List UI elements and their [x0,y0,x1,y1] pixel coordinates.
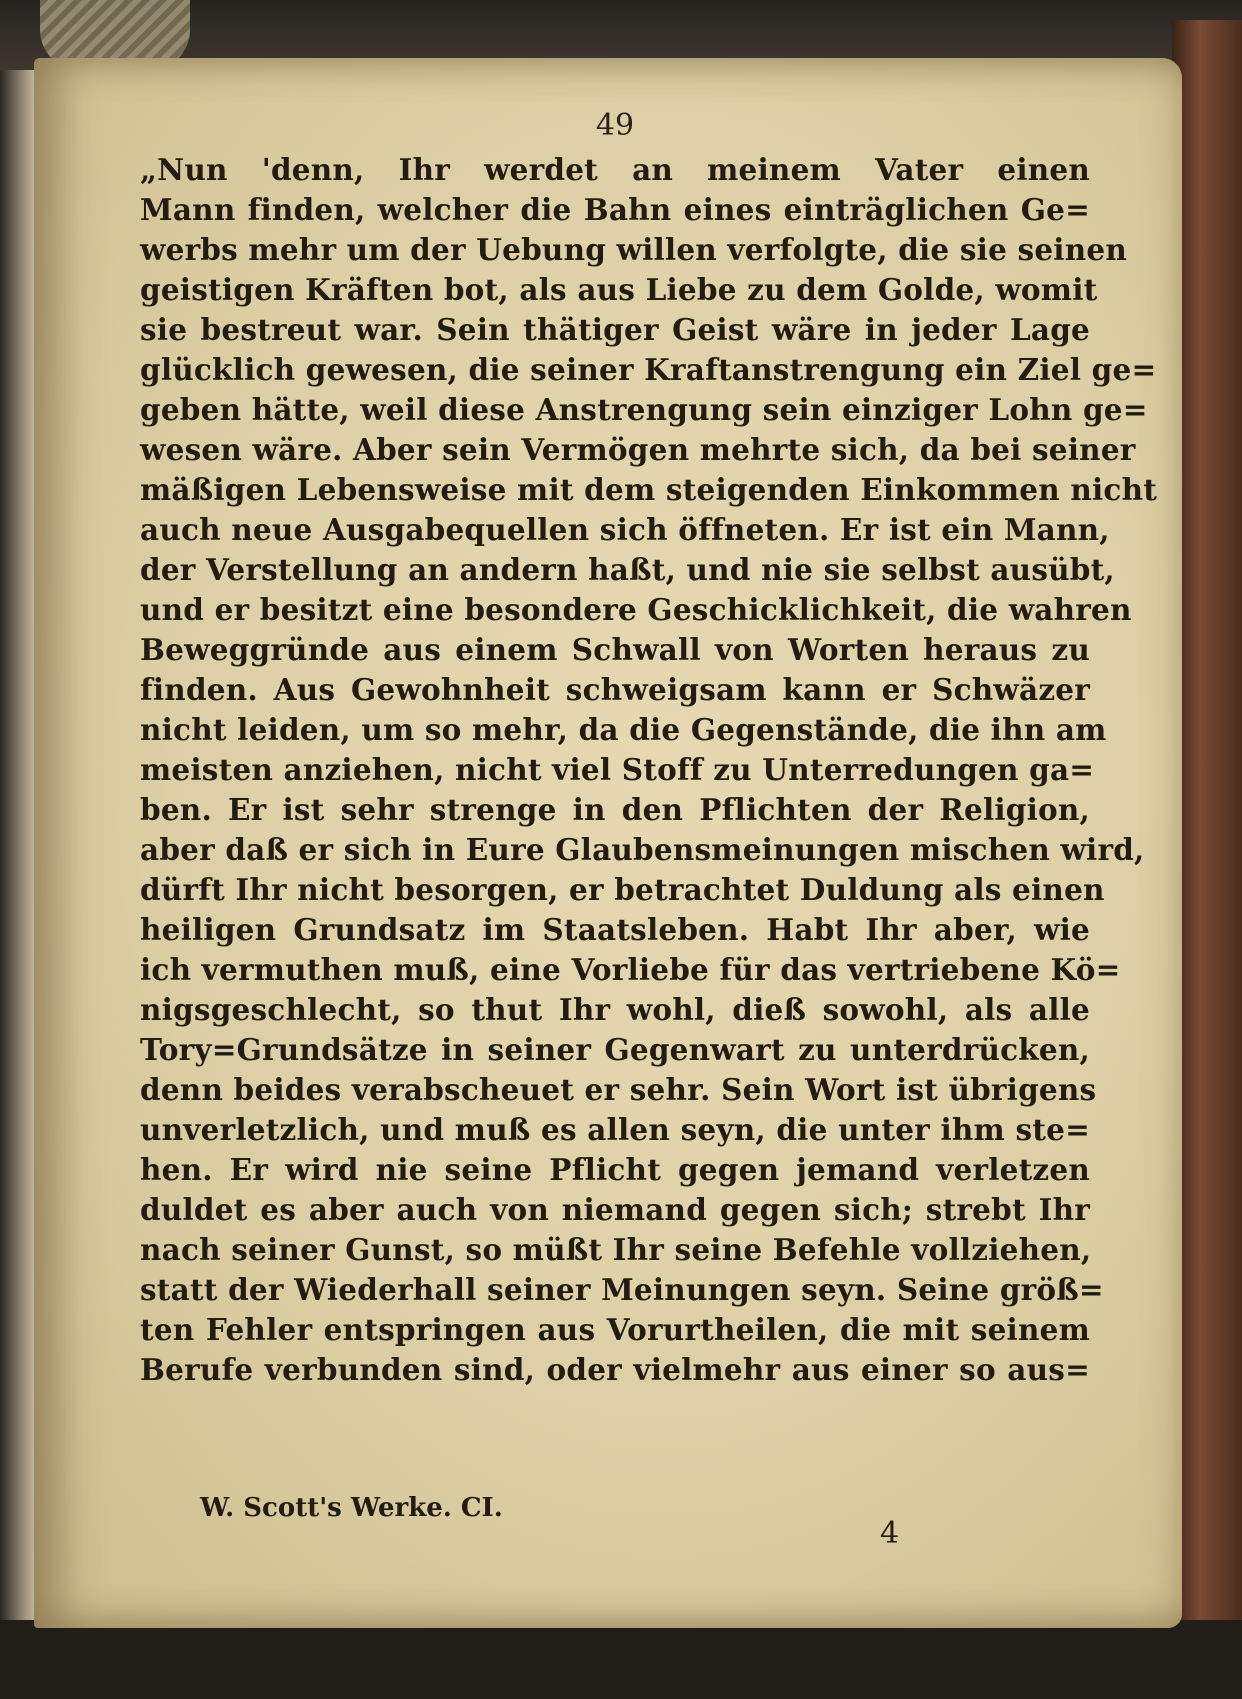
text-line: duldet es aber auch von niemand gegen sich; strebt Ihr [140,1192,1090,1227]
book-binding-bottom [0,1620,1242,1699]
text-line: und er besitzt eine besondere Geschicklichkeit, die wahren [140,592,1132,627]
text-line: mäßigen Lebensweise mit dem steigenden Einkommen nicht [140,472,1158,507]
text-line: denn beides verabscheuet er sehr. Sein Wort ist übrigens [140,1072,1097,1107]
footer-sheet-number: 4 [880,1516,900,1551]
page-number: 49 [595,108,635,143]
text-line: Beweggründe aus einem Schwall von Worten heraus zu [140,632,1090,667]
book-cover-right-edge [1172,20,1242,1640]
page-body-text [140,150,1158,1390]
text-line: auch neue Ausgabequellen sich öffneten. Er ist ein Mann, [140,512,1110,547]
text-line: nigsgeschlecht, so thut Ihr wohl, dieß sowohl, als alle [140,992,1090,1027]
text-line: Tory=Grundsätze in seiner Gegenwart zu unterdrücken, [140,1032,1090,1067]
text-line: ich vermuthen muß, eine Vorliebe für das vertriebene Kö= [140,952,1121,987]
text-line: geben hätte, weil diese Anstrengung sein einziger Lohn ge= [140,392,1148,427]
text-line: nicht leiden, um so mehr, da die Gegenstände, die ihn am [140,712,1107,747]
text-line: werbs mehr um der Uebung willen verfolgte, die sie seinen [140,232,1127,267]
text-line: finden. Aus Gewohnheit schweigsam kann er Schwäzer [140,672,1090,707]
text-line: wesen wäre. Aber sein Vermögen mehrte sich, da bei seiner [140,432,1136,467]
text-line: hen. Er wird nie seine Pflicht gegen jemand verletzen [140,1152,1090,1187]
text-line: statt der Wiederhall seiner Meinungen seyn. Seine größ= [140,1272,1104,1307]
text-line: nach seiner Gunst, so müßt Ihr seine Befehle vollziehen, [140,1232,1092,1267]
text-line: meisten anziehen, nicht viel Stoff zu Unterredungen ga= [140,752,1095,787]
text-line: aber daß er sich in Eure Glaubensmeinungen mischen wird, [140,832,1145,867]
text-line: geistigen Kräften bot, als aus Liebe zu dem Golde, womit [140,272,1098,307]
footer-signature: W. Scott's Werke. CI. [200,1493,503,1523]
text-line: ten Fehler entspringen aus Vorurtheilen, die mit seinem [140,1312,1090,1347]
text-line: dürft Ihr nicht besorgen, er betrachtet Duldung als einen [140,872,1105,907]
text-line: der Verstellung an andern haßt, und nie sie selbst ausübt, [140,552,1115,587]
text-line: unverletzlich, und muß es allen seyn, die unter ihm ste= [140,1112,1090,1147]
text-line: sie bestreut war. Sein thätiger Geist wäre in jeder Lage [140,312,1090,347]
text-line: glücklich gewesen, die seiner Kraftanstrengung ein Ziel ge= [140,352,1157,387]
text-line: „Nun 'denn, Ihr werdet an meinem Vater einen [140,152,1090,187]
text-line: Mann finden, welcher die Bahn eines einträglichen Ge= [140,192,1090,227]
text-line: Berufe verbunden sind, oder vielmehr aus einer so aus= [140,1352,1090,1387]
text-line: ben. Er ist sehr strenge in den Pflichten der Religion, [140,792,1090,827]
text-line: heiligen Grundsatz im Staatsleben. Habt Ihr aber, wie [140,912,1090,947]
book-cover-left-edge [0,70,36,1650]
